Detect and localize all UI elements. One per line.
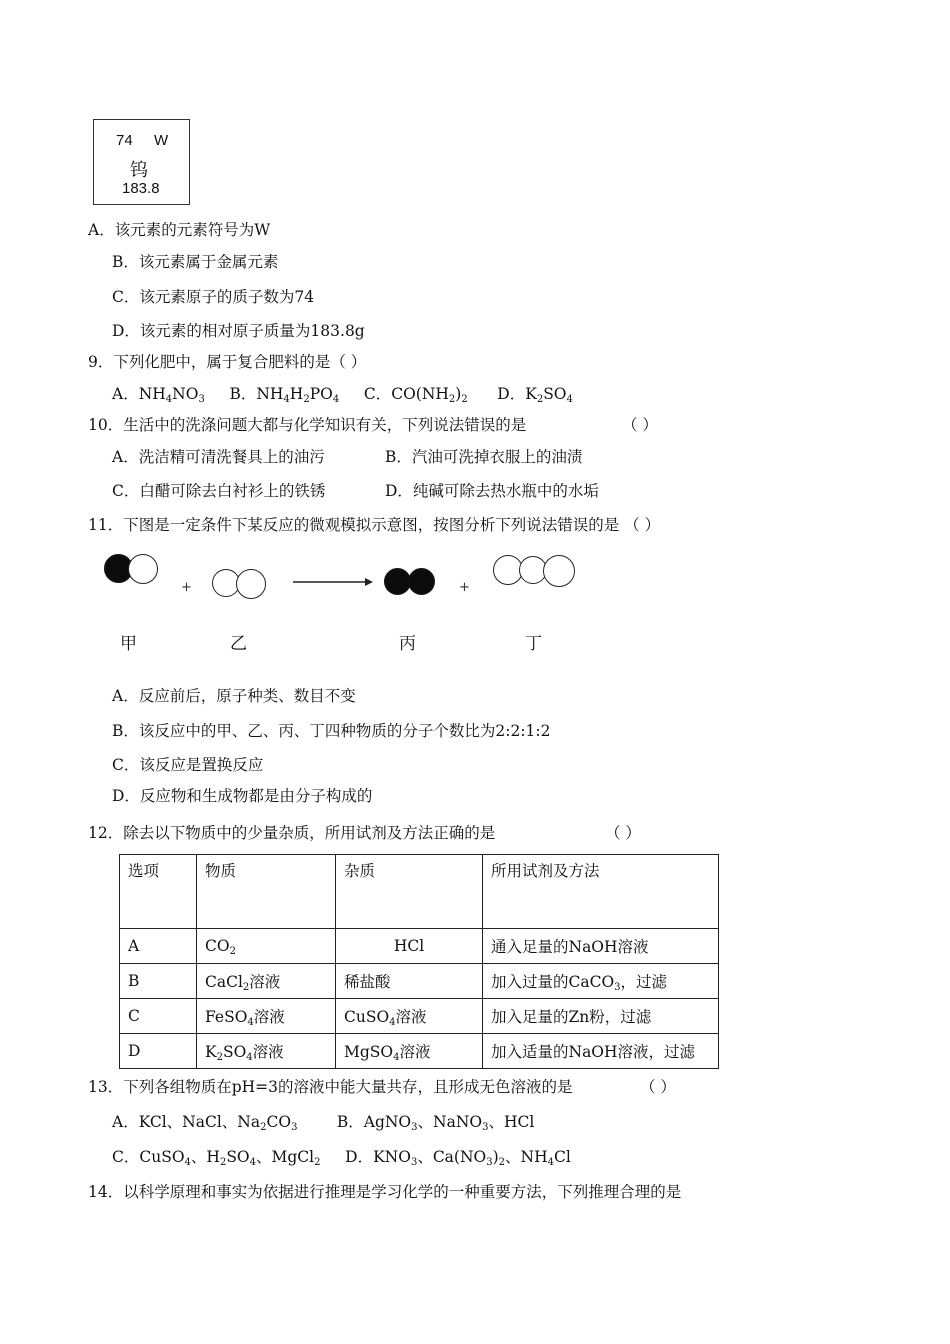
q10-option-a: A．洗洁精可清洗餐具上的油污 (112, 448, 325, 466)
cell-option: B (120, 964, 197, 999)
q10-answer-paren: （ ） (622, 416, 658, 434)
cell-substance: FeSO$_4$溶液 (197, 999, 336, 1034)
q14-stem: 14．以科学原理和事实为依据进行推理是学习化学的一种重要方法，下列推理合理的是 (88, 1183, 682, 1201)
q8-option-d: D．该元素的相对原子质量为183.8g (112, 322, 365, 340)
q12-table (119, 854, 719, 1069)
element-card (93, 119, 190, 205)
table-header-row (120, 855, 719, 929)
q10-option-d: D．纯碱可除去热水瓶中的水垢 (385, 482, 599, 500)
label-ding: 丁 (525, 634, 542, 654)
q13-options-ab: A．KCl、NaCl、$Na_2CO_3$ B．AgNO$_3$、NaNO$_3$、HCl (112, 1113, 535, 1133)
white-atom (543, 555, 575, 587)
black-atom (384, 568, 411, 595)
q13-answer-paren: （ ） (640, 1078, 676, 1096)
cell-option: D (120, 1034, 197, 1069)
q8-option-a: A．该元素的元素符号为W (88, 221, 271, 239)
header-option: 选项 (120, 855, 197, 929)
atomic-mass: 183.8 (122, 180, 160, 197)
q8-option-b: B．该元素属于金属元素 (112, 253, 279, 271)
table-row (120, 929, 719, 964)
cell-method: 通入足量的NaOH溶液 (483, 929, 719, 964)
q11-stem: 11．下图是一定条件下某反应的微观模拟示意图，按图分析下列说法错误的是 （ ） (88, 516, 661, 534)
black-atom (408, 568, 435, 595)
q9-options: A．$NH_4NO_3$ B．$NH_4H_2PO_4$ C．$CO(NH_2)_2$ D．$K_2SO_4$ (112, 385, 573, 405)
q13-options-cd: C．CuSO$_4$、$H_2SO_4$、MgCl$_2$ D．$KNO_3$、$Ca(NO_3)_2$、$NH_4Cl$ (112, 1148, 571, 1168)
element-name: 钨 (130, 160, 148, 180)
q12-stem: 12．除去以下物质中的少量杂质，所用试剂及方法正确的是 (88, 824, 496, 842)
q9-stem: 9．下列化肥中，属于复合肥料的是（ ） (88, 353, 367, 371)
cell-method: 加入适量的NaOH溶液，过滤 (483, 1034, 719, 1069)
cell-impurity: MgSO$_4$溶液 (336, 1034, 483, 1069)
q13-stem: 13．下列各组物质在pH=3的溶液中能大量共存，且形成无色溶液的是 (88, 1078, 573, 1096)
q11-option-d: D．反应物和生成物都是由分子构成的 (112, 787, 373, 805)
cell-method: 加入过量的CaCO$_3$，过滤 (483, 964, 719, 999)
q12-answer-paren: （ ） (605, 824, 641, 842)
q11-option-a: A．反应前后，原子种类、数目不变 (112, 687, 356, 705)
cell-substance: $K_2SO_4$溶液 (197, 1034, 336, 1069)
cell-impurity: 稀盐酸 (336, 964, 483, 999)
white-atom (236, 569, 266, 599)
q8-option-c: C．该元素原子的质子数为74 (112, 288, 315, 306)
plus-sign: + (459, 580, 470, 595)
q10-option-b: B．汽油可洗掉衣服上的油渍 (385, 448, 583, 466)
label-bing: 丙 (399, 634, 416, 654)
label-jia: 甲 (120, 634, 137, 654)
q10-stem: 10．生活中的洗涤问题大都与化学知识有关，下列说法错误的是 (88, 416, 527, 434)
q11-option-b: B．该反应中的甲、乙、丙、丁四种物质的分子个数比为2:2:1:2 (112, 722, 551, 740)
reaction-arrow-icon (293, 575, 373, 589)
table-row (120, 964, 719, 999)
cell-impurity: CuSO$_4$溶液 (336, 999, 483, 1034)
q10-option-c: C．白醋可除去白衬衫上的铁锈 (112, 482, 326, 500)
atomic-number: 74 (116, 132, 133, 149)
cell-option: C (120, 999, 197, 1034)
q11-option-c: C．该反应是置换反应 (112, 756, 264, 774)
plus-sign: + (181, 580, 192, 595)
cell-substance: $CO_2$ (197, 929, 336, 964)
header-method: 所用试剂及方法 (483, 855, 719, 929)
cell-substance: CaCl$_2$溶液 (197, 964, 336, 999)
cell-impurity: HCl (336, 929, 483, 964)
table-row (120, 999, 719, 1034)
cell-option: A (120, 929, 197, 964)
label-yi: 乙 (230, 634, 247, 654)
header-impurity: 杂质 (336, 855, 483, 929)
element-symbol: W (154, 132, 169, 149)
table-row (120, 1034, 719, 1069)
white-atom (128, 554, 158, 584)
cell-method: 加入足量的Zn粉，过滤 (483, 999, 719, 1034)
header-substance: 物质 (197, 855, 336, 929)
